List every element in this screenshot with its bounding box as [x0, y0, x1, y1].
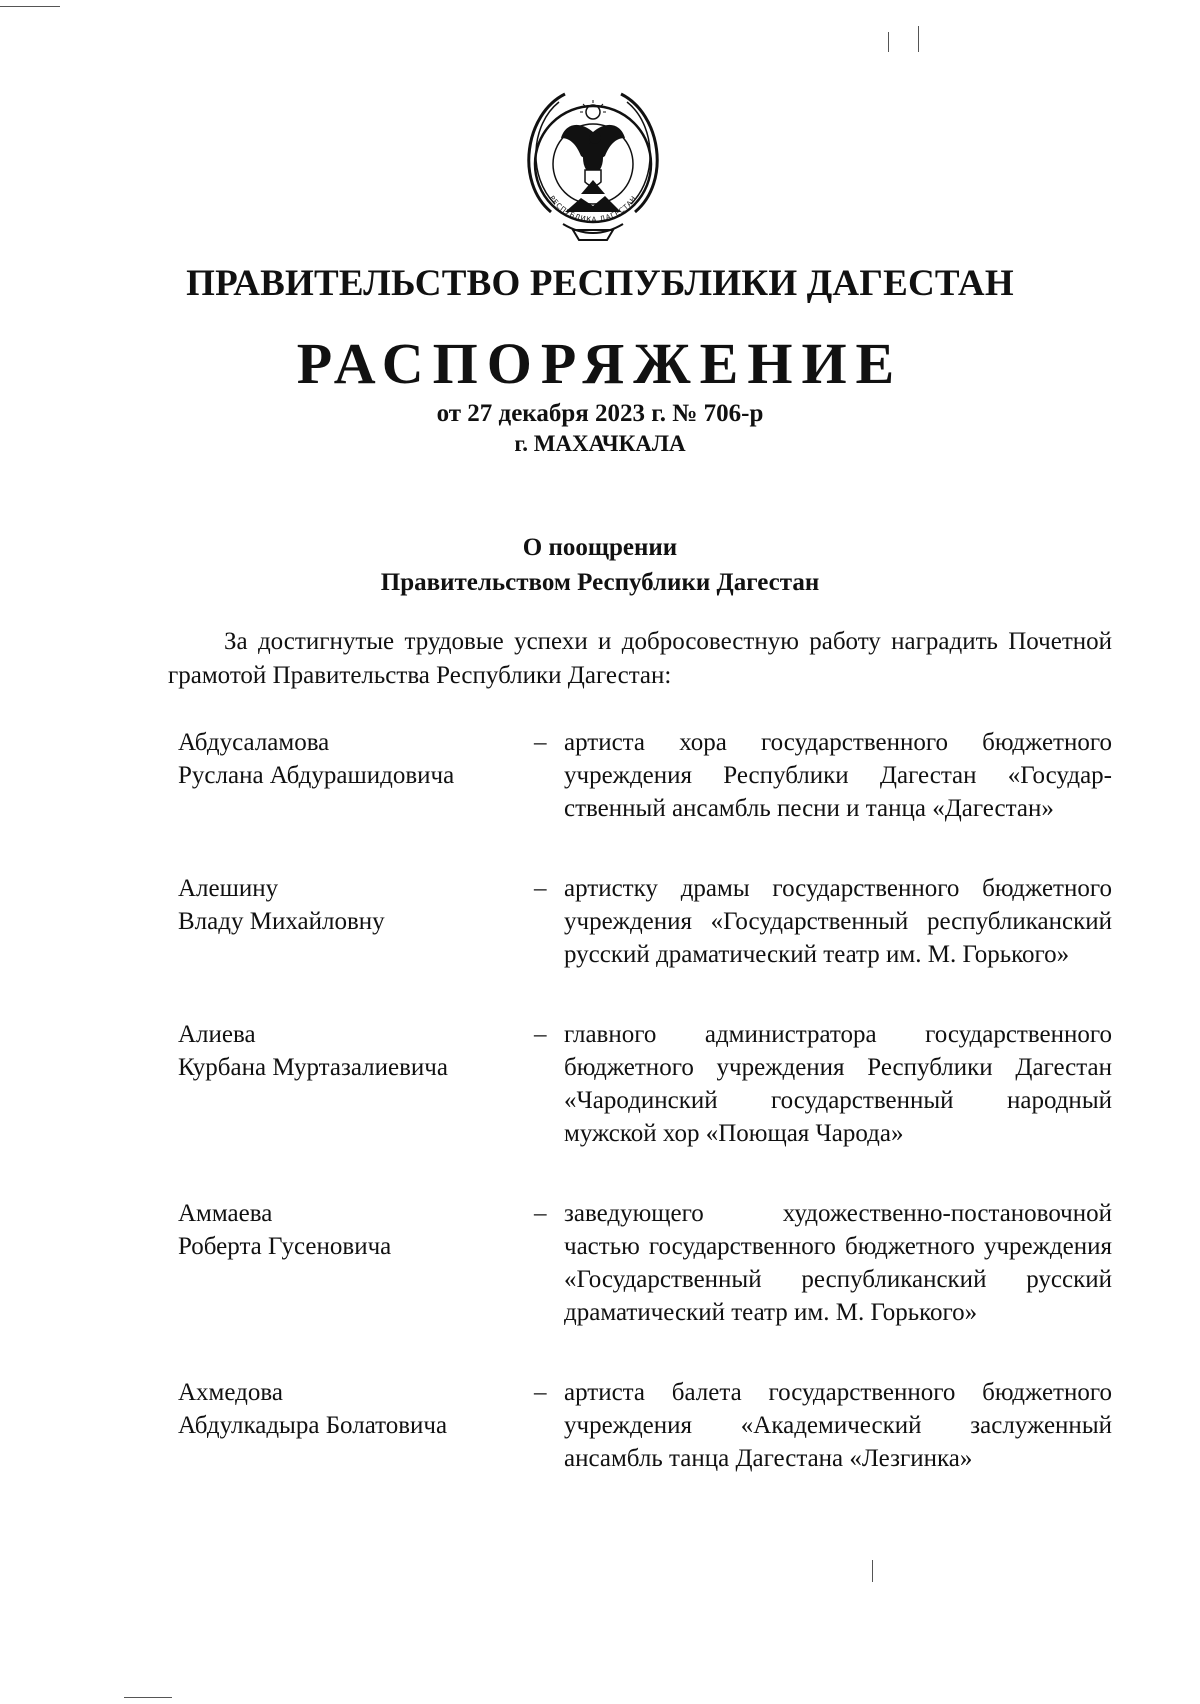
- awardee-description: артистку драмы государственного бюджетного учреждения «Государственный республиканский русский драматический театр им. М. Горького»: [564, 875, 1112, 968]
- scan-artifact: [0, 6, 60, 7]
- awardee-given-name: Владу Михайловну: [178, 908, 385, 935]
- scan-artifact: [124, 1697, 172, 1698]
- awardee-description: артиста балета государственного бюджетного учреждения «Академический заслуженный ансамбль танца Дагестана «Лезгинка»: [564, 1379, 1112, 1472]
- awardee-name: [178, 726, 508, 792]
- intro-paragraph: За достигнутые трудовые успехи и добросовестную работу наградить Почетной грамотой Правительства Республики Дагестан:: [168, 628, 1112, 689]
- document-city: г. МАХАЧКАЛА: [514, 431, 686, 456]
- awardee-dash: –: [534, 729, 547, 756]
- awardee-entry: [178, 872, 1112, 971]
- awardee-description: заведующего художественно-постановочной частью государственного бюджетного учреждения «Государственный республиканский русский драматический театр им. М. Горького»: [564, 1200, 1112, 1326]
- awardee-given-name: Курбана Муртазалиевича: [178, 1054, 448, 1081]
- document-type: РАСПОРЯЖЕНИЕ: [296, 331, 904, 396]
- awardee-dash: –: [534, 1200, 547, 1227]
- svg-text:РЕСПУБЛИКА ДАГЕСТАН: РЕСПУБЛИКА ДАГЕСТАН: [547, 194, 639, 224]
- government-title: ПРАВИТЕЛЬСТВО РЕСПУБЛИКИ ДАГЕСТАН: [186, 263, 1014, 304]
- awardee-dash: –: [534, 1021, 547, 1048]
- subject-line-1: О поощрении: [522, 534, 678, 561]
- awardee-entry: [178, 1376, 1112, 1475]
- dagestan-coat-of-arms-icon: [503, 72, 683, 252]
- document-subject: [0, 530, 1200, 600]
- scan-artifact: [918, 26, 919, 52]
- awardee-name: [178, 1018, 508, 1084]
- awardee-name: [178, 1197, 508, 1263]
- awardee-given-name: Абдулкадыра Болатовича: [178, 1412, 448, 1439]
- scan-artifact: [888, 32, 889, 52]
- awardee-surname: Аммаева: [178, 1200, 273, 1227]
- awardee-name: [178, 872, 508, 938]
- awardee-description: главного администратора государственного бюджетного учреждения Республики Дагестан «Чародинский государственный народный мужской хор «Поющая Чарода»: [564, 1021, 1112, 1147]
- awardee-entry: [178, 1018, 1112, 1150]
- awardee-entry: [178, 726, 1112, 825]
- scan-artifact: [872, 1560, 873, 1582]
- awardee-dash: –: [534, 875, 547, 902]
- subject-line-2: Правительством Республики Дагестан: [380, 569, 820, 596]
- awardee-given-name: Руслана Абдурашидовича: [178, 762, 455, 789]
- awardee-entry: [178, 1197, 1112, 1329]
- awardee-surname: Абдусаламова: [178, 729, 330, 756]
- awardee-surname: Алешину: [178, 875, 279, 902]
- awardee-description: артиста хора государственного бюджетного учреждения Республики Дагестан «Государственный ансамбль песни и танца «Дагестан»: [564, 729, 1112, 822]
- awardee-dash: –: [534, 1379, 547, 1406]
- document-date-number: от 27 декабря 2023 г. № 706-р: [436, 400, 764, 427]
- awardee-given-name: Роберта Гусеновича: [178, 1233, 392, 1260]
- awardee-surname: Алиева: [178, 1021, 256, 1048]
- awardee-name: [178, 1376, 508, 1442]
- awardee-surname: Ахмедова: [178, 1379, 283, 1406]
- awardee-list: [178, 726, 1112, 1475]
